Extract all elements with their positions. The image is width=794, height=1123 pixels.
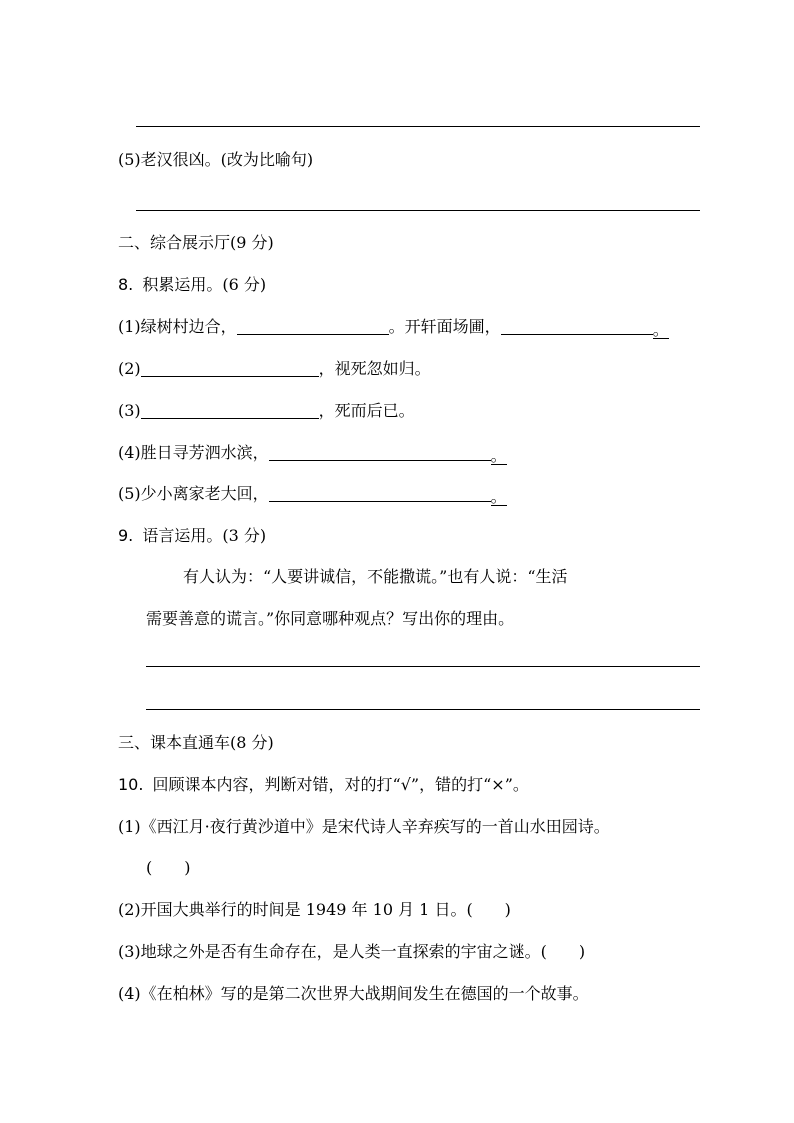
q8-item4-prefix: (4)胜日寻芳泗水滨， [118, 443, 269, 462]
q8-item2 [118, 359, 431, 379]
q8-item5 [118, 484, 507, 506]
q7-item5: (5)老汉很凶。(改为比喻句) [118, 150, 314, 169]
fill-blank[interactable] [501, 318, 653, 335]
q8-item3-prefix: (3) [118, 401, 141, 420]
q10-item3: (3)地球之外是否有生命存在，是人类一直探索的宇宙之谜。( ) [118, 942, 586, 961]
q9-number: 9. [118, 526, 134, 545]
section-3-title: 三、课本直通车(8 分) [118, 733, 274, 752]
q8-item1-end: 。 [652, 320, 669, 339]
q8-item1-mid: 。开轩面场圃， [388, 317, 501, 336]
q8-item2-suffix: ，视死忽如归。 [318, 359, 431, 378]
q10-item1: (1)《西江月·夜行黄沙道中》是宋代诗人辛弃疾写的一首山水田园诗。 [118, 817, 610, 836]
q8-item2-prefix: (2) [118, 359, 141, 378]
answer-line[interactable] [136, 210, 700, 211]
q10-title [118, 775, 529, 795]
q10-item2: (2)开国大典举行的时间是 1949 年 10 月 1 日。( ) [118, 900, 511, 919]
q9-text: 语言运用。(3 分) [142, 526, 267, 545]
q10-number: 10. [118, 775, 144, 794]
q9-title [118, 526, 266, 546]
fill-blank[interactable] [269, 485, 491, 502]
q10-item4: (4)《在柏林》写的是第二次世界大战期间发生在德国的一个故事。 [118, 984, 589, 1003]
q8-item3-suffix: ，死而后已。 [318, 401, 415, 420]
fill-blank[interactable] [237, 318, 389, 335]
fill-blank[interactable] [269, 444, 491, 461]
answer-line[interactable] [146, 709, 700, 710]
answer-line[interactable] [146, 666, 700, 667]
q8-text: 积累运用。(6 分) [142, 275, 267, 294]
q8-number: 8. [118, 275, 134, 294]
q8-item3 [118, 401, 415, 421]
fill-blank[interactable] [141, 360, 319, 377]
q8-item4 [118, 443, 507, 465]
q8-item1-prefix: (1)绿树村边合， [118, 317, 237, 336]
q8-item4-end: 。 [490, 446, 507, 465]
q8-title [118, 275, 266, 295]
fill-blank[interactable] [141, 402, 319, 419]
q8-item5-prefix: (5)少小离家老大回， [118, 484, 269, 503]
q10-item1-answer-paren[interactable]: ( ) [146, 858, 191, 877]
q10-text: 回顾课本内容，判断对错，对的打“√”，错的打“×”。 [152, 775, 529, 794]
q9-paragraph-line1: 有人认为：“人要讲诚信，不能撒谎。”也有人说：“生活 [183, 567, 568, 586]
answer-line[interactable] [136, 126, 700, 127]
q8-item1 [118, 317, 669, 339]
q9-paragraph-line2: 需要善意的谎言。”你同意哪种观点？写出你的理由。 [146, 609, 515, 628]
q8-item5-end: 。 [490, 487, 507, 506]
section-2-title: 二、综合展示厅(9 分) [118, 233, 274, 252]
